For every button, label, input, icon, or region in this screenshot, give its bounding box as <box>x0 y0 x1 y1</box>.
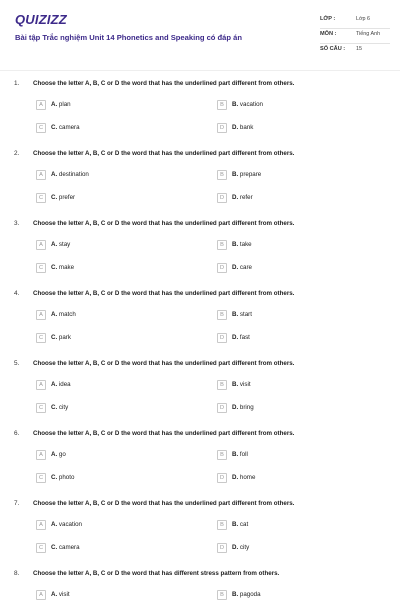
option-checkbox[interactable]: C <box>36 193 46 203</box>
meta-value: Lớp 6 <box>356 16 371 22</box>
option-checkbox[interactable]: D <box>217 403 227 413</box>
option-word: prepare <box>239 171 262 178</box>
question-item <box>0 570 400 600</box>
option-checkbox[interactable]: A <box>36 100 46 110</box>
option-word: vacation <box>58 521 82 528</box>
option-checkbox[interactable]: B <box>217 240 227 250</box>
option-checkbox[interactable]: C <box>36 263 46 273</box>
option-letter: C. <box>51 404 58 411</box>
option-checkbox[interactable]: D <box>217 333 227 343</box>
question-text: Choose the letter A, B, C or D the word that has the underlined part different from others. <box>33 290 295 297</box>
answer-option[interactable] <box>217 100 367 112</box>
option-label <box>51 381 71 388</box>
question-item <box>0 220 400 290</box>
answer-option[interactable] <box>36 263 186 275</box>
answer-option[interactable] <box>217 450 367 462</box>
option-label <box>51 194 75 201</box>
question-item <box>0 430 400 500</box>
option-label <box>232 334 250 341</box>
option-letter: A. <box>51 591 58 598</box>
answer-option[interactable] <box>217 123 367 135</box>
option-label <box>51 404 68 411</box>
question-item <box>0 500 400 570</box>
answer-option[interactable] <box>36 520 186 532</box>
answer-option[interactable] <box>217 193 367 205</box>
option-label <box>232 241 252 248</box>
answer-option[interactable] <box>217 520 367 532</box>
option-letter: C. <box>51 194 58 201</box>
question-item <box>0 150 400 220</box>
answer-option[interactable] <box>217 543 367 555</box>
option-word: go <box>58 451 66 458</box>
meta-label: MÔN : <box>320 31 337 37</box>
question-text: Choose the letter A, B, C or D the word that has the underlined part different from others. <box>33 150 295 157</box>
question-number: 2. <box>14 150 20 157</box>
question-number: 5. <box>14 360 20 367</box>
option-checkbox[interactable]: A <box>36 170 46 180</box>
option-word: camera <box>58 544 80 551</box>
option-letter: D. <box>232 404 239 411</box>
answer-option[interactable] <box>36 193 186 205</box>
option-letter: A. <box>51 451 58 458</box>
meta-label: SỐ CÂU : <box>320 46 346 52</box>
option-word: refer <box>239 194 253 201</box>
option-letter: A. <box>51 101 58 108</box>
option-word: visit <box>239 381 251 388</box>
option-letter: D. <box>232 334 239 341</box>
meta-row-count <box>320 44 390 59</box>
option-word: vacation <box>239 101 263 108</box>
option-checkbox[interactable]: B <box>217 590 227 600</box>
option-label <box>51 171 89 178</box>
option-letter: B. <box>232 451 239 458</box>
worksheet-header <box>0 0 400 70</box>
question-text: Choose the letter A, B, C or D the word that has different stress pattern from others. <box>33 570 280 577</box>
option-word: plan <box>58 101 71 108</box>
option-letter: A. <box>51 241 58 248</box>
option-checkbox[interactable]: A <box>36 520 46 530</box>
option-checkbox[interactable]: C <box>36 473 46 483</box>
option-letter: A. <box>51 171 58 178</box>
question-text: Choose the letter A, B, C or D the word that has the underlined part different from others. <box>33 500 295 507</box>
meta-row-subject <box>320 29 390 44</box>
option-word: destination <box>58 171 89 178</box>
answer-option[interactable] <box>217 590 367 600</box>
option-checkbox[interactable]: B <box>217 520 227 530</box>
option-word: make <box>58 264 75 271</box>
question-text: Choose the letter A, B, C or D the word that has the underlined part different from others. <box>33 80 295 87</box>
option-checkbox[interactable]: B <box>217 380 227 390</box>
option-word: cat <box>239 521 249 528</box>
option-letter: B. <box>232 591 239 598</box>
question-text: Choose the letter A, B, C or D the word that has the underlined part different from others. <box>33 220 295 227</box>
option-checkbox[interactable]: B <box>217 310 227 320</box>
option-label <box>51 264 74 271</box>
question-number: 4. <box>14 290 20 297</box>
meta-value: 15 <box>356 46 362 52</box>
option-label <box>232 171 261 178</box>
option-checkbox[interactable]: A <box>36 450 46 460</box>
option-checkbox[interactable]: C <box>36 333 46 343</box>
option-label <box>51 241 70 248</box>
answer-option[interactable] <box>36 473 186 485</box>
option-label <box>51 474 74 481</box>
option-checkbox[interactable]: D <box>217 263 227 273</box>
answer-option[interactable] <box>36 170 186 182</box>
option-letter: B. <box>232 311 239 318</box>
option-word: visit <box>58 591 70 598</box>
answer-option[interactable] <box>217 170 367 182</box>
option-word: city <box>58 404 69 411</box>
option-label <box>232 264 252 271</box>
option-word: city <box>239 544 250 551</box>
question-text: Choose the letter A, B, C or D the word that has the underlined part different from others. <box>33 360 295 367</box>
option-word: care <box>239 264 252 271</box>
option-label <box>232 404 254 411</box>
option-label <box>232 311 252 318</box>
answer-option[interactable] <box>36 333 186 345</box>
header-divider <box>0 70 400 71</box>
option-word: take <box>239 241 252 248</box>
option-checkbox[interactable]: D <box>217 543 227 553</box>
option-word: bring <box>239 404 254 411</box>
option-label <box>232 474 255 481</box>
answer-option[interactable] <box>36 590 186 600</box>
option-label <box>232 381 251 388</box>
answer-option[interactable] <box>36 403 186 415</box>
option-word: stay <box>58 241 71 248</box>
worksheet-title: Bài tập Trắc nghiệm Unit 14 Phonetics and Speaking có đáp án <box>15 33 243 42</box>
answer-option[interactable] <box>36 240 186 252</box>
option-letter: A. <box>51 521 58 528</box>
answer-option[interactable] <box>217 263 367 275</box>
question-number: 8. <box>14 570 20 577</box>
option-label <box>232 451 248 458</box>
option-checkbox[interactable]: D <box>217 193 227 203</box>
option-letter: D. <box>232 124 239 131</box>
option-letter: B. <box>232 241 239 248</box>
answer-option[interactable] <box>36 123 186 135</box>
option-word: idea <box>58 381 71 388</box>
question-item <box>0 80 400 150</box>
option-label <box>51 101 71 108</box>
option-letter: D. <box>232 264 239 271</box>
answer-option[interactable] <box>217 310 367 322</box>
quizizz-logo: QUIZIZZ <box>15 12 67 27</box>
meta-value: Tiếng Anh <box>356 31 381 37</box>
option-checkbox[interactable]: D <box>217 473 227 483</box>
option-label <box>232 101 263 108</box>
option-label <box>51 451 66 458</box>
meta-row-class <box>320 14 390 29</box>
option-letter: D. <box>232 194 239 201</box>
option-checkbox[interactable]: C <box>36 403 46 413</box>
answer-option[interactable] <box>217 240 367 252</box>
option-label <box>51 311 76 318</box>
option-letter: D. <box>232 474 239 481</box>
option-label <box>51 591 70 598</box>
option-word: photo <box>58 474 75 481</box>
question-number: 6. <box>14 430 20 437</box>
option-word: match <box>58 311 76 318</box>
option-label <box>51 521 82 528</box>
option-letter: B. <box>232 381 239 388</box>
option-letter: D. <box>232 544 239 551</box>
option-word: park <box>58 334 71 341</box>
option-letter: A. <box>51 311 58 318</box>
option-label <box>232 544 249 551</box>
answer-option[interactable] <box>217 403 367 415</box>
option-label <box>51 544 80 551</box>
option-checkbox[interactable]: C <box>36 543 46 553</box>
option-letter: B. <box>232 101 239 108</box>
option-word: prefer <box>58 194 76 201</box>
option-letter: B. <box>232 171 239 178</box>
option-word: fast <box>239 334 250 341</box>
option-letter: C. <box>51 124 58 131</box>
option-label <box>232 521 248 528</box>
option-checkbox[interactable]: A <box>36 380 46 390</box>
option-letter: A. <box>51 381 58 388</box>
question-item <box>0 290 400 360</box>
question-item <box>0 360 400 430</box>
option-word: bank <box>239 124 254 131</box>
answer-option[interactable] <box>36 380 186 392</box>
option-letter: B. <box>232 521 239 528</box>
option-checkbox[interactable]: A <box>36 590 46 600</box>
answer-option[interactable] <box>217 473 367 485</box>
meta-label: LỚP : <box>320 16 336 22</box>
answer-option[interactable] <box>36 543 186 555</box>
option-checkbox[interactable]: A <box>36 240 46 250</box>
option-label <box>232 591 261 598</box>
answer-option[interactable] <box>36 450 186 462</box>
option-word: camera <box>58 124 80 131</box>
option-label <box>51 334 71 341</box>
answer-option[interactable] <box>217 380 367 392</box>
question-number: 1. <box>14 80 20 87</box>
question-number: 3. <box>14 220 20 227</box>
option-word: home <box>239 474 256 481</box>
option-word: foll <box>239 451 248 458</box>
option-checkbox[interactable]: A <box>36 310 46 320</box>
option-letter: C. <box>51 544 58 551</box>
option-word: pagoda <box>239 591 261 598</box>
option-word: start <box>239 311 252 318</box>
meta-table <box>320 14 390 59</box>
answer-option[interactable] <box>36 100 186 112</box>
question-number: 7. <box>14 500 20 507</box>
option-label <box>232 124 253 131</box>
answer-option[interactable] <box>217 333 367 345</box>
option-checkbox[interactable]: B <box>217 450 227 460</box>
option-label <box>232 194 253 201</box>
option-checkbox[interactable]: D <box>217 123 227 133</box>
option-letter: C. <box>51 334 58 341</box>
question-text: Choose the letter A, B, C or D the word that has the underlined part different from others. <box>33 430 295 437</box>
option-letter: C. <box>51 264 58 271</box>
option-checkbox[interactable]: C <box>36 123 46 133</box>
option-checkbox[interactable]: B <box>217 170 227 180</box>
answer-option[interactable] <box>36 310 186 322</box>
option-checkbox[interactable]: B <box>217 100 227 110</box>
option-letter: C. <box>51 474 58 481</box>
option-label <box>51 124 80 131</box>
